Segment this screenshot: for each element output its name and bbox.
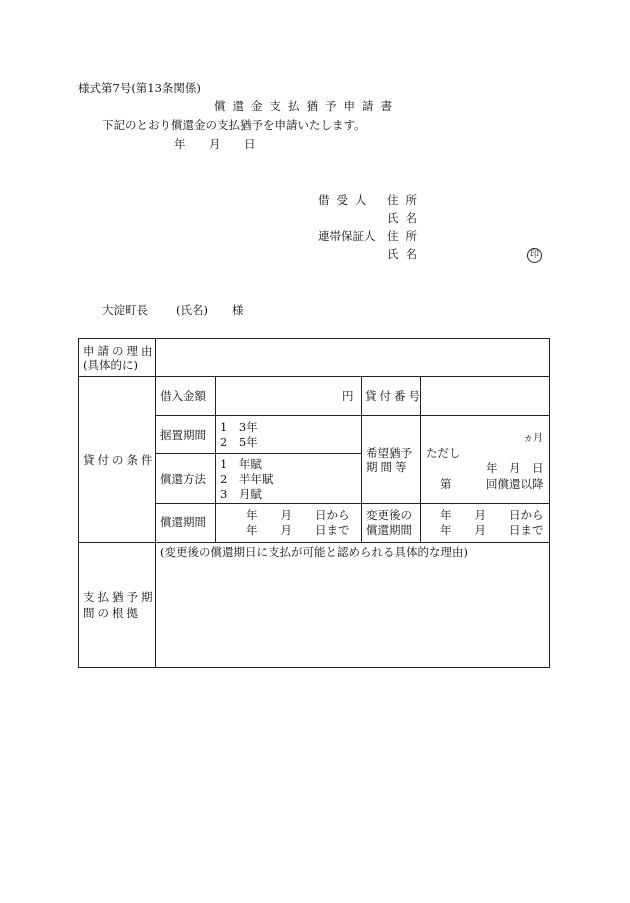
intro-text: 下記のとおり償還金の支払猶予を申請いたします。 [102,118,366,132]
document-title: 償還金支払猶予申請書 [214,99,399,113]
yen-unit: 円 [342,389,354,403]
deferment-option-1: 1 3年 [220,420,258,434]
table-rule [78,542,550,543]
tadashi-text: ただし [426,446,461,460]
table-rule [155,338,156,668]
table-rule [215,376,216,542]
guarantor-address-label: 住所 [387,229,424,243]
period-to: 年 月 日まで [246,523,350,537]
changed-period-label: 変更後の [366,508,412,522]
guarantor-label: 連帯保証人 [318,229,376,243]
reason-label-sub: (具体的に) [83,358,138,372]
after-repayment-text: 回償還以降 [486,477,544,491]
repayment-method-label: 償還方法 [160,472,206,486]
addressee-name: (氏名) [176,303,208,317]
deferment-period-label: 据置期間 [160,428,206,442]
deferment-option-2: 2 5年 [220,435,258,449]
period-from: 年 月 日から [246,508,350,522]
changed-to: 年 月 日まで [440,523,544,537]
addressee-title: 大淀町長 [102,303,148,317]
guarantor-name-label: 氏名 [387,247,424,261]
loan-number-label: 貸付番号 [365,389,423,403]
date-year: 年 [174,137,186,151]
table-rule [78,376,550,377]
repayment-period-label: 償還期間 [160,515,206,529]
method-option-3: 3 月賦 [220,487,262,501]
borrower-label: 借受人 [318,193,374,207]
basis-label-sub: 間の根拠 [83,606,141,620]
reason-label: 申請の理由 [83,344,156,358]
borrower-address-label: 住所 [387,193,424,207]
desired-deferment-label: 希望猶予 [366,446,412,460]
method-option-2: 2 半年賦 [220,472,274,486]
table-rule [155,453,361,454]
loan-terms-label: 貸付の条件 [83,453,156,467]
basis-note: (変更後の償還期日に支払が可能と認められる具体的な理由) [160,545,468,559]
table-rule [361,376,362,542]
changed-from: 年 月 日から [440,508,544,522]
basis-label: 支払猶予期 [83,590,156,604]
months-unit: ヵ月 [523,433,543,444]
date-day: 日 [244,137,256,151]
date-month: 月 [209,137,221,151]
deferment-date: 年 月 日 [486,461,544,475]
seal-icon: 印 [527,248,542,263]
form-number: 様式第7号(第13条関係) [78,81,201,95]
desired-deferment-label-sub: 期間等 [366,460,410,474]
changed-period-label-sub: 償還期間 [366,523,412,537]
nth-label: 第 [440,477,452,491]
method-option-1: 1 年賦 [220,457,262,471]
loan-amount-label: 借入金額 [160,389,206,403]
addressee-honorific: 様 [232,303,244,317]
borrower-name-label: 氏名 [387,211,424,225]
